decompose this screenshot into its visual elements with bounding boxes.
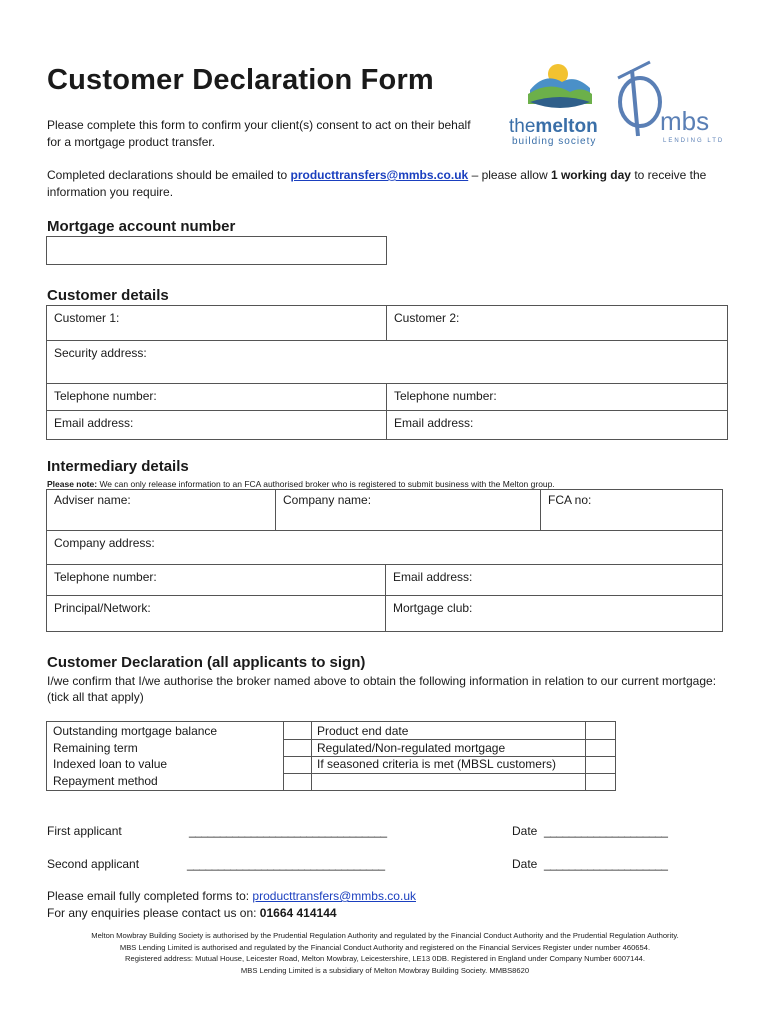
note-before: Completed declarations should be emailed to	[47, 168, 291, 182]
email2-field[interactable]	[386, 410, 728, 440]
customer1-field[interactable]	[46, 305, 387, 341]
page-title: Customer Declaration Form	[47, 64, 434, 96]
note-after: to receive the information you require.	[47, 168, 707, 199]
declaration-text: I/we confirm that I/we authorise the broker named above to obtain the following information in relation to our current mortgage: (tick all that apply)	[47, 674, 717, 704]
footer-line: MBS Lending Limited is a subsidiary of Melton Mowbray Building Society. MMBS8620	[240, 965, 530, 975]
mortgage-account-input[interactable]	[46, 236, 387, 265]
right-items	[317, 723, 556, 773]
mbs-subtitle: LENDING LTD	[663, 138, 725, 144]
legal-footer	[40, 930, 730, 976]
submission-email-link[interactable]: producttransfers@mmbs.co.uk	[290, 168, 469, 182]
telephone2-field[interactable]	[386, 383, 728, 411]
checklist-item: Repayment method	[53, 774, 158, 789]
footer-line: Registered address: Mutual House, Leicester Road, Melton Mowbray, Leicestershire, LE13 0DB. Registered in England under Company Number 6007144.	[125, 954, 645, 963]
intermediary-telephone-label: Telephone number:	[54, 570, 157, 584]
date-label-2: Date	[512, 857, 538, 871]
contact-phone: 01664 414144	[259, 906, 337, 920]
intro-text: Please complete this form to confirm your client(s) consent to act on their behalf for a mortgage product transfer.	[47, 118, 471, 149]
email2-label: Email address:	[394, 416, 474, 430]
footer-line: Melton Mowbray Building Society is authorised by the Prudential Regulation Authority and regulated by the Financial Conduct Authority and the Prudential Regulation Authority.	[91, 931, 679, 940]
first-applicant-signature[interactable]: ________________________________	[189, 824, 387, 838]
second-date-field[interactable]: ____________________	[544, 857, 668, 871]
intermediary-heading: Intermediary details	[47, 458, 189, 475]
melton-wordmark: themelton	[509, 116, 598, 137]
telephone1-label: Telephone number:	[54, 389, 157, 403]
mortgage-club-field[interactable]	[385, 595, 723, 632]
telephone2-label: Telephone number:	[394, 389, 497, 403]
adviser-name-field[interactable]	[46, 489, 276, 531]
footer-line: MBS Lending Limited is authorised and regulated by the Financial Conduct Authority and registered on the Financial Services Register under number 460654.	[119, 942, 651, 952]
checklist-item: If seasoned criteria is met (MBSL customers)	[317, 757, 556, 772]
checklist-item: Remaining term	[53, 740, 138, 755]
mortgage-club-label: Mortgage club:	[393, 601, 473, 615]
checklist-item: Product end date	[317, 724, 409, 738]
date-label-1: Date	[512, 824, 538, 838]
checklist-item: Indexed loan to value	[53, 757, 168, 772]
intermediary-note	[47, 479, 555, 489]
intermediary-email-field[interactable]	[385, 564, 723, 596]
row-divider	[311, 739, 616, 740]
intermediary-email-label: Email address:	[393, 570, 473, 584]
customer2-field[interactable]	[386, 305, 728, 341]
email-instruction	[47, 167, 727, 201]
second-applicant-label: Second applicant	[47, 857, 140, 871]
principal-label: Principal/Network:	[54, 601, 151, 615]
company-name-field[interactable]	[275, 489, 541, 531]
customer1-label: Customer 1:	[54, 311, 120, 325]
principal-network-field[interactable]	[46, 595, 386, 632]
checklist-item: Regulated/Non-regulated mortgage	[317, 740, 506, 755]
first-date-field[interactable]: ____________________	[544, 824, 668, 838]
company-address-label: Company address:	[54, 536, 155, 550]
email1-label: Email address:	[54, 416, 134, 430]
first-applicant-label: First applicant	[47, 824, 122, 838]
row-divider	[311, 773, 616, 774]
row-divider	[283, 756, 311, 757]
second-applicant-signature[interactable]: ________________________________	[187, 857, 385, 871]
adviser-label: Adviser name:	[54, 493, 131, 507]
note-text: We can only release information to an FCA authorised broker who is registered to submit business with the Melton group.	[97, 479, 555, 489]
company-address-field[interactable]	[46, 530, 723, 565]
contact-email-link[interactable]: producttransfers@mmbs.co.uk	[252, 889, 416, 903]
note-bold: 1 working day	[550, 168, 631, 182]
telephone1-field[interactable]	[46, 383, 387, 411]
customer2-label: Customer 2:	[394, 311, 460, 325]
mortgage-account-heading: Mortgage account number	[47, 218, 236, 235]
melton-subtitle: building society	[512, 136, 597, 147]
contact-info	[47, 888, 416, 922]
note-label: Please note:	[47, 479, 98, 489]
security-address-field[interactable]	[46, 340, 728, 384]
company-label: Company name:	[283, 493, 372, 507]
left-items	[53, 723, 217, 790]
mbs-wordmark: mbs	[660, 106, 710, 136]
note-middle: – please allow	[468, 168, 551, 182]
fca-number-field[interactable]	[540, 489, 723, 531]
intermediary-telephone-field[interactable]	[46, 564, 386, 596]
logos	[500, 50, 730, 150]
fca-label: FCA no:	[548, 493, 592, 507]
phone-prefix: For any enquiries please contact us on:	[47, 906, 260, 920]
checklist-item: Outstanding mortgage balance	[53, 724, 218, 738]
contact-email-line	[47, 888, 416, 905]
row-divider	[311, 756, 616, 757]
information-checklist	[46, 721, 616, 791]
declaration-heading: Customer Declaration (all applicants to sign)	[47, 654, 366, 671]
mbs-logo-icon	[618, 62, 660, 136]
contact-phone-line	[47, 905, 416, 922]
row-divider	[283, 739, 311, 740]
customer-details-heading: Customer details	[47, 287, 169, 304]
row-divider	[283, 773, 311, 774]
email1-field[interactable]	[46, 410, 387, 440]
email-prefix: Please email fully completed forms to:	[47, 889, 253, 903]
melton-logo-icon	[500, 50, 730, 150]
security-address-label: Security address:	[54, 346, 147, 360]
